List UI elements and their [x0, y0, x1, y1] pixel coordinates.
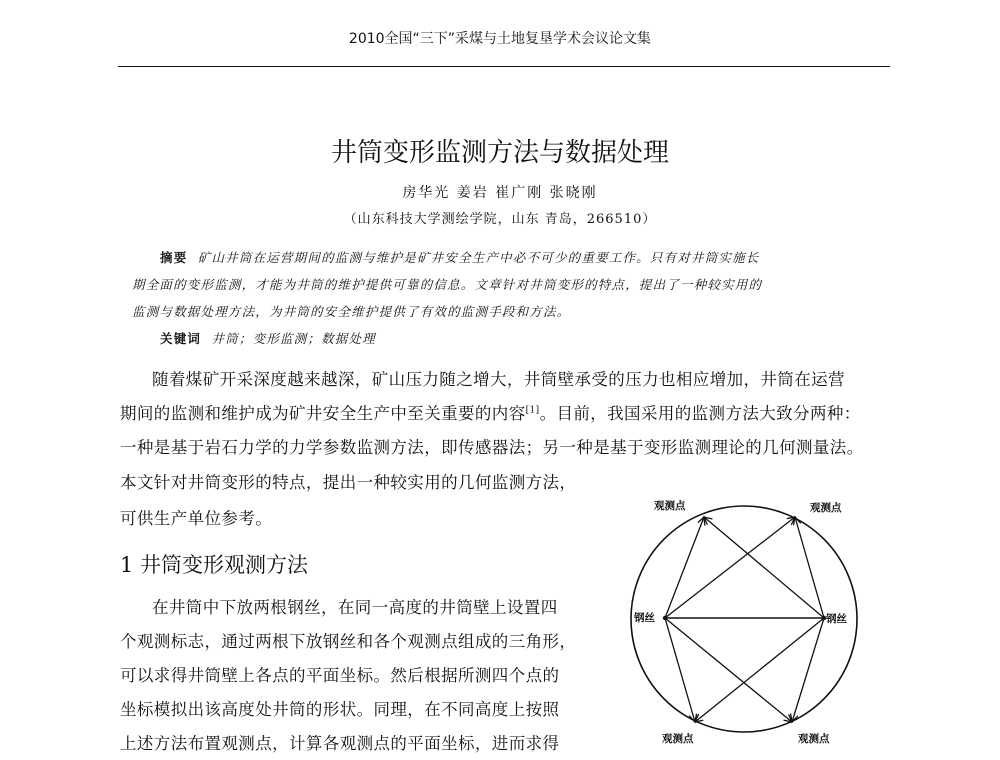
sight-line	[695, 618, 824, 722]
intro-line-2a: 期间的监测和维护成为矿井安全生产中至关重要的内容	[120, 404, 526, 423]
abstract-line-2: 期全面的变形监测，才能为井筒的维护提供可靠的信息。文章针对井筒变形的特点，提出了一种较实用的	[132, 277, 763, 292]
label-bottom-left: 观测点	[662, 733, 694, 745]
sight-line	[665, 618, 792, 722]
citation-ref: [1]	[525, 405, 540, 416]
intro-line-2	[120, 400, 861, 424]
intro-line-3: 一种是基于岩石力学的力学参数监测方法，即传感器法；另一种是基于变形监测理论的几何测量法。	[120, 438, 864, 457]
intro-line-5: 可供生产单位参考。	[120, 509, 273, 528]
section-line-5: 上述方法布置观测点，计算各观测点的平面坐标，进而求得	[120, 734, 560, 753]
affiliation: （山东科技大学测绘学院，山东 青岛，266510）	[343, 212, 657, 227]
running-header: 2010全国“三下”采煤与土地复垦学术会议论文集	[348, 31, 652, 47]
label-left-wire: 钢丝	[634, 612, 655, 624]
abstract-line-1	[160, 248, 759, 266]
wire-point-left	[663, 616, 667, 620]
section-line-3: 可以求得井筒壁上各点的平面坐标。然后根据所测四个点的	[120, 666, 560, 685]
sight-line	[792, 618, 824, 722]
intro-line-4: 本文针对井筒变形的特点，提出一种较实用的几何监测方法，	[120, 473, 577, 492]
keywords-text: 井筒；变形监测；数据处理	[211, 331, 376, 346]
paper-title: 井筒变形监测方法与数据处理	[330, 138, 669, 168]
abstract-line-3: 监测与数据处理方法，为井筒的安全维护提供了有效的监测手段和方法。	[132, 304, 571, 319]
authors: 房华光 姜岩 崔广刚 张晓刚	[402, 185, 598, 201]
keywords-line	[160, 329, 376, 347]
abstract-text-1: 矿山井筒在运营期间的监测与维护是矿井安全生产中必不可少的重要工作。只有对井筒实施长	[197, 250, 760, 265]
label-top-left: 观测点	[654, 500, 686, 512]
label-right-wire: 钢丝	[826, 613, 847, 625]
abstract-label: 摘要	[160, 250, 188, 265]
sight-line	[665, 618, 695, 722]
label-top-right: 观测点	[810, 502, 842, 514]
section-line-4: 坐标模拟出该高度处井筒的形状。同理，在不同高度上按照	[120, 700, 560, 719]
section-line-2: 个观测标志，通过两根下放钢丝和各个观测点组成的三角形，	[120, 632, 577, 651]
label-bottom-right: 观测点	[798, 733, 830, 745]
intro-line-2b: 。目前，我国采用的监测方法大致分两种：	[539, 404, 861, 423]
sight-line	[704, 517, 824, 618]
shaft-figure	[620, 495, 870, 750]
section-heading: 1 井筒变形观测方法	[120, 553, 309, 577]
keywords-label: 关键词	[160, 331, 202, 346]
header-rule	[118, 66, 890, 67]
sight-line	[795, 517, 824, 618]
intro-line-1: 随着煤矿开采深度越来越深，矿山压力随之增大，井筒壁承受的压力也相应增加，井筒在运营	[152, 370, 845, 389]
section-line-1: 在井筒中下放两根钢丝，在同一高度的井筒壁上设置四	[152, 598, 558, 617]
